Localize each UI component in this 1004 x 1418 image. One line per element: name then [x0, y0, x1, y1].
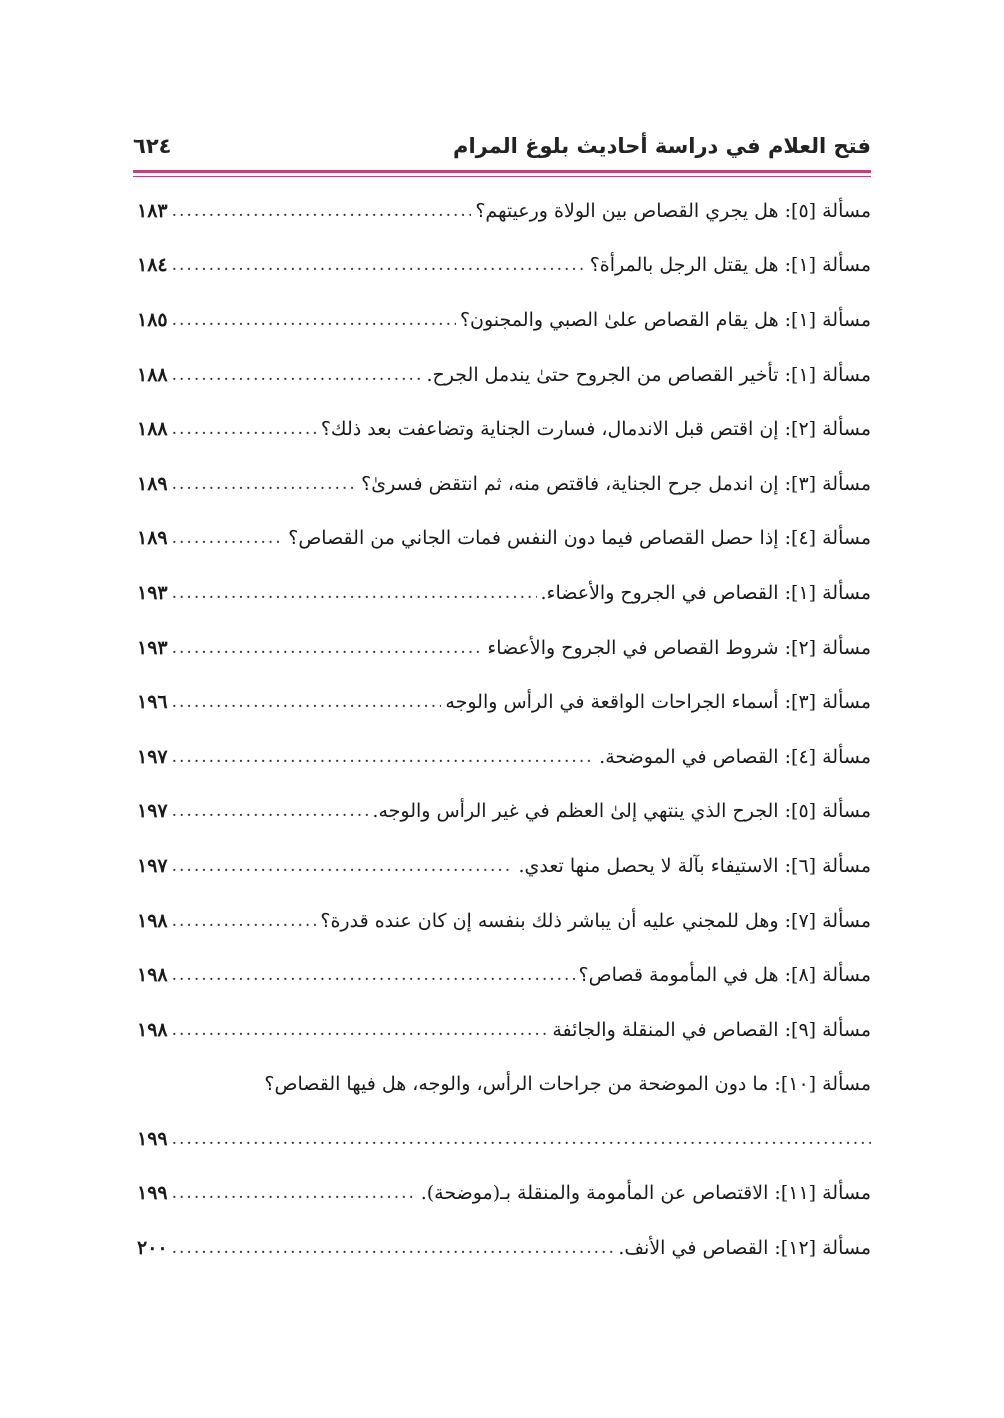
toc-entry-text: مسألة [١]: القصاص في الجروح والأعضاء. — [540, 581, 871, 604]
toc-leader-dots — [172, 967, 575, 984]
toc-leader-dots — [172, 585, 537, 602]
toc-entry-text: مسألة [٢]: إن اقتص قبل الاندمال، فسارت الجناية وتضاعفت بعد ذلك؟ — [320, 418, 871, 441]
toc-entry[interactable] — [137, 1003, 871, 1058]
toc-entry[interactable] — [137, 785, 871, 840]
toc-entry-text: مسألة [١]: هل يقام القصاص علىٰ الصبي والمجنون؟ — [459, 308, 871, 331]
toc-entry-page: ١٩٨ — [137, 964, 168, 987]
book-title: فتح العلام في دراسة أحاديث بلوغ المرام — [453, 134, 871, 158]
toc-entry-text: مسألة [٥]: الجرح الذي ينتهي إلىٰ العظم في غير الرأس والوجه. — [372, 800, 871, 823]
toc-entry-page: ١٩٩ — [137, 1127, 168, 1150]
toc-entry[interactable] — [137, 948, 871, 1003]
toc-leader-dots — [172, 803, 369, 820]
toc-entry-text: مسألة [١١]: الاقتصاص عن المأمومة والمنقلة بـ(موضحة). — [420, 1182, 871, 1205]
toc-entry-page: ١٨٩ — [137, 527, 168, 550]
toc-entry-text: مسألة [٤]: إذا حصل القصاص فيما دون النفس فمات الجاني من القصاص؟ — [288, 527, 871, 550]
toc-entry-page: ١٩٦ — [137, 691, 168, 714]
toc-leader-dots — [172, 203, 472, 220]
toc-entry[interactable] — [137, 184, 871, 239]
toc-leader-dots — [172, 858, 515, 875]
toc-leader-dots — [172, 1022, 549, 1039]
toc-entry-page: ١٨٥ — [137, 308, 168, 331]
header-rule-thin — [133, 176, 871, 177]
toc-entry-page: ١٩٧ — [137, 800, 168, 823]
toc-entry[interactable] — [137, 293, 871, 348]
toc-entry-page: ١٩٧ — [137, 745, 168, 768]
toc-entry-page: ١٩٣ — [137, 636, 168, 659]
page-header — [133, 128, 871, 164]
toc-entry-page: ١٩٣ — [137, 581, 168, 604]
toc-entry[interactable] — [137, 894, 871, 949]
page-number: ٦٢٤ — [133, 134, 172, 158]
toc-leader-dots — [172, 367, 423, 384]
toc-entry-text: مسألة [٣]: إن اندمل جرح الجناية، فاقتص منه، ثم انتقض فسرىٰ؟ — [361, 472, 871, 495]
toc-leader-dots — [172, 640, 484, 657]
toc-leader-dots — [172, 694, 442, 711]
toc-entry-text: مسألة [٦]: الاستيفاء بآلة لا يحصل منها تعدي. — [518, 854, 871, 877]
toc-entry-text: مسألة [١]: تأخير القصاص من الجروح حتىٰ يندمل الجرح. — [426, 363, 871, 386]
toc-entry-text: مسألة [١]: هل يقتل الرجل بالمرأة؟ — [589, 254, 871, 277]
toc-entry-text: مسألة [٩]: القصاص في المنقلة والجائفة — [552, 1018, 871, 1041]
toc-entry[interactable] — [137, 730, 871, 785]
toc-entry-continuation[interactable] — [137, 1112, 871, 1167]
toc-leader-dots — [172, 476, 358, 493]
toc-entry-page: ١٨٨ — [137, 363, 168, 386]
toc-entry-page: ١٩٧ — [137, 854, 168, 877]
toc-entry-page: ١٨٨ — [137, 418, 168, 441]
toc-entry-text: مسألة [١٢]: القصاص في الأنف. — [618, 1237, 871, 1260]
table-of-contents — [137, 184, 871, 1276]
toc-entry-text: مسألة [٢]: شروط القصاص في الجروح والأعضاء — [487, 636, 871, 659]
toc-entry[interactable] — [137, 457, 871, 512]
toc-entry-text: مسألة [٤]: القصاص في الموضحة. — [599, 745, 871, 768]
toc-leader-dots — [172, 1240, 615, 1257]
toc-leader-dots — [172, 257, 586, 274]
toc-entry-text: مسألة [٥]: هل يجري القصاص بين الولاة ورعيتهم؟ — [475, 199, 871, 222]
toc-entry[interactable] — [137, 675, 871, 730]
toc-leader-dots — [172, 312, 456, 329]
toc-entry-text: مسألة [٣]: أسماء الجراحات الواقعة في الرأس والوجه — [445, 691, 871, 714]
toc-entry[interactable] — [137, 1221, 871, 1276]
toc-entry-page: ١٨٩ — [137, 472, 168, 495]
toc-leader-dots — [172, 913, 317, 930]
toc-entry-page: ٢٠٠ — [137, 1237, 168, 1260]
toc-entry-text: مسألة [٧]: وهل للمجني عليه أن يباشر ذلك بنفسه إن كان عنده قدرة؟ — [320, 909, 871, 932]
toc-entry[interactable] — [137, 402, 871, 457]
toc-entry[interactable] — [137, 1167, 871, 1222]
toc-leader-dots — [172, 1185, 417, 1202]
toc-entry-page: ١٩٩ — [137, 1182, 168, 1205]
toc-leader-dots — [172, 530, 285, 547]
toc-entry[interactable] — [137, 839, 871, 894]
toc-entry[interactable] — [137, 621, 871, 676]
header-rule-thick — [133, 170, 871, 173]
toc-entry[interactable] — [137, 348, 871, 403]
toc-entry[interactable] — [137, 566, 871, 621]
toc-leader-dots — [172, 1131, 871, 1148]
toc-entry-text: مسألة [١٠]: ما دون الموضحة من جراحات الرأس، والوجه، هل فيها القصاص؟ — [264, 1073, 871, 1096]
toc-entry-page: ١٩٨ — [137, 909, 168, 932]
toc-entry[interactable] — [137, 1058, 871, 1113]
toc-entry[interactable] — [137, 239, 871, 294]
toc-leader-dots — [172, 749, 596, 766]
toc-entry[interactable] — [137, 512, 871, 567]
toc-leader-dots — [172, 421, 317, 438]
toc-entry-text: مسألة [٨]: هل في المأمومة قصاص؟ — [578, 964, 871, 987]
toc-entry-page: ١٨٣ — [137, 199, 168, 222]
toc-entry-page: ١٩٨ — [137, 1018, 168, 1041]
toc-entry-page: ١٨٤ — [137, 254, 168, 277]
